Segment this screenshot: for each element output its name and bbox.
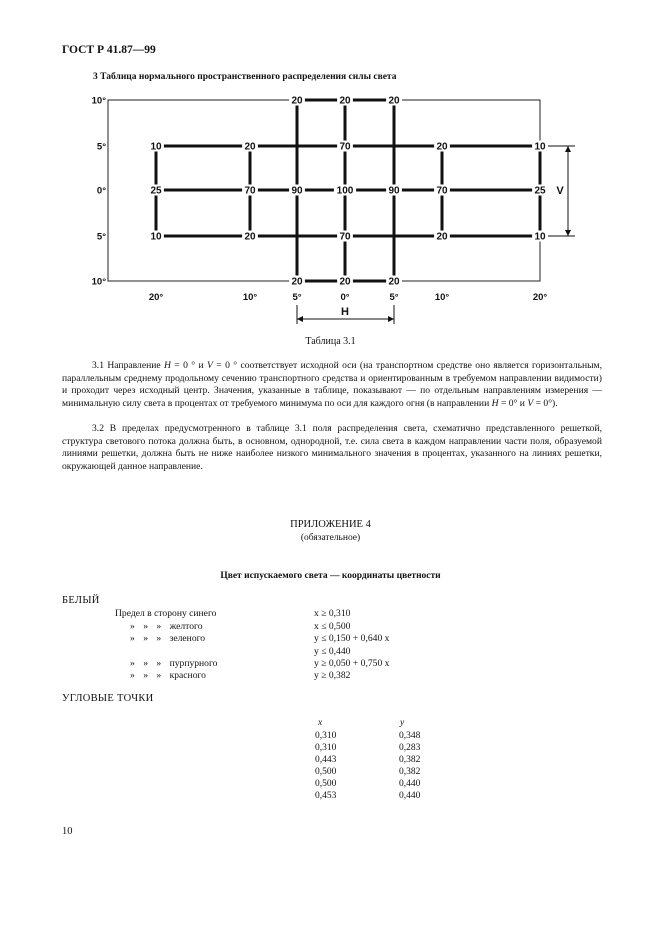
grid-cell-value: 20: [388, 276, 400, 288]
corner-x: 0,310: [315, 743, 337, 753]
light-distribution-grid: [0, 0, 661, 340]
grid-cell-value: 20: [436, 141, 448, 153]
grid-cell-value: 10: [534, 231, 546, 243]
row-label: 0°: [96, 185, 106, 197]
text: показывают — по отдельным направлениям измерения — минимальную силу света в процентах от требуемого: [62, 385, 602, 409]
text: = 0°).: [533, 397, 558, 409]
grid-cell-value: 20: [388, 95, 400, 107]
document-header: ГОСТ Р 41.87—99: [62, 44, 156, 56]
text: 3.2 В пределах предусмотренного в таблице 3.1 поля распределения света, схематично представленного: [92, 423, 555, 434]
text: решеткой, структура светового потока должна быть, в основном, однородной, т.е. сила света в каждом: [62, 423, 602, 447]
text: = 0° и: [498, 397, 528, 409]
appendix-heading: Цвет испускаемого света — координаты цветности: [220, 571, 441, 581]
corner-x: 0,453: [315, 791, 337, 801]
axis-v-label: V: [556, 185, 564, 197]
text: значения в процентах, указанного на линиях решетки, окружающей данное направление.: [62, 448, 602, 472]
row-label: 10°: [91, 95, 106, 107]
page-number: 10: [62, 826, 73, 837]
column-label: 20°: [532, 292, 548, 303]
corners-y-header: y: [400, 718, 405, 728]
appendix-title: ПРИЛОЖЕНИЕ 4: [290, 519, 371, 530]
limit-desc: » » » желтого: [130, 621, 203, 632]
text: H: [491, 397, 499, 409]
grid-cell-value: 10: [534, 141, 546, 153]
white-label: БЕЛЫЙ: [62, 595, 100, 606]
grid-cell-value: 90: [388, 185, 400, 197]
grid-cell-value: 70: [244, 185, 256, 197]
text: 3.1 Направление: [92, 360, 164, 371]
paragraph-3-1: [62, 360, 602, 410]
corner-y: 0,283: [399, 743, 421, 753]
row-label: 10°: [91, 276, 106, 288]
grid-cell-value: 20: [339, 95, 351, 107]
corners-x-header: x: [318, 718, 323, 728]
grid-cell-value: 20: [291, 95, 303, 107]
row-label: 5°: [96, 141, 106, 153]
grid-cell-value: 10: [150, 231, 162, 243]
grid-cell-value: 20: [339, 276, 351, 288]
column-label: 10°: [242, 292, 258, 303]
limit-expr: x ≤ 0,500: [314, 621, 351, 632]
text: = 0 ° и: [170, 360, 208, 371]
limit-desc: » » » красного: [130, 670, 206, 681]
column-label: 10°: [434, 292, 450, 303]
limit-expr: x ≥ 0,310: [314, 608, 351, 619]
corner-x: 0,500: [315, 779, 337, 789]
arrow-down-icon: [565, 230, 571, 236]
corner-y: 0,348: [399, 731, 421, 741]
text: V: [207, 360, 213, 371]
grid-cell-value: 20: [244, 141, 256, 153]
grid-cell-value: 20: [436, 231, 448, 243]
text: = 0 ° соответствует исходной оси (на транспортном средстве оно является: [212, 360, 529, 371]
limit-expr: y ≥ 0,050 + 0,750 x: [314, 658, 390, 669]
limit-expr: y ≤ 0,150 + 0,640 x: [314, 633, 390, 644]
text: минимума по оси для каждого огня (в направлении: [279, 397, 492, 409]
limit-expr: y ≥ 0,382: [314, 670, 351, 681]
text: горизонтальным, параллельным среднему продольному сечению транспортного средства и ориентированным: [62, 360, 602, 384]
axis-h-label: H: [341, 306, 349, 318]
column-label: 5°: [389, 292, 399, 303]
limit-desc: Предел в сторону синего: [115, 608, 217, 619]
column-label: 0°: [340, 292, 350, 303]
text: H: [163, 360, 171, 371]
grid-cell-value: 90: [291, 185, 303, 197]
grid-cell-value: 25: [150, 185, 162, 197]
grid-cell-value: 100: [336, 185, 354, 197]
row-label: 5°: [96, 231, 106, 243]
paragraph-3-2: [62, 423, 602, 473]
limit-desc: » » » пурпурного: [130, 658, 218, 669]
text: направлении части поля, образуемой линиями решетки, должна быть не ниже наиболее низкого минимального: [62, 435, 602, 460]
column-label: 20°: [148, 292, 164, 303]
corner-y: 0,440: [399, 791, 421, 801]
corner-y: 0,440: [399, 779, 421, 789]
appendix-subtitle: (обязательное): [300, 533, 361, 543]
grid-cell-value: 70: [339, 231, 351, 243]
corner-y: 0,382: [399, 767, 421, 777]
column-label: 5°: [292, 292, 302, 303]
grid-cell-value: 20: [244, 231, 256, 243]
corner-x: 0,310: [315, 731, 337, 741]
grid-cell-value: 70: [339, 141, 351, 153]
corners-label: УГЛОВЫЕ ТОЧКИ: [62, 693, 154, 704]
corner-y: 0,382: [399, 755, 421, 765]
grid-cell-value: 70: [436, 185, 448, 197]
arrow-right-icon: [388, 316, 394, 322]
grid-labels: [92, 96, 575, 325]
limit-desc: » » » зеленого: [130, 633, 206, 644]
arrow-left-icon: [297, 316, 303, 322]
text: в требуемом направлении видимости) и проходит через исходный центр. Значения, указанные в таблице,: [62, 372, 602, 397]
grid-cell-value: 20: [291, 276, 303, 288]
grid-cell-value: 10: [150, 141, 162, 153]
arrow-up-icon: [565, 146, 571, 152]
limit-expr: y ≤ 0,440: [314, 646, 351, 657]
grid-cell-value: 25: [534, 185, 546, 197]
text: V: [527, 397, 534, 409]
grid-lines: [108, 100, 540, 281]
section-title: 3 Таблица нормального пространственного распределения силы света: [93, 72, 397, 82]
corner-x: 0,500: [315, 767, 337, 777]
table-caption: Таблица 3.1: [305, 336, 356, 347]
corner-x: 0,443: [315, 755, 337, 765]
